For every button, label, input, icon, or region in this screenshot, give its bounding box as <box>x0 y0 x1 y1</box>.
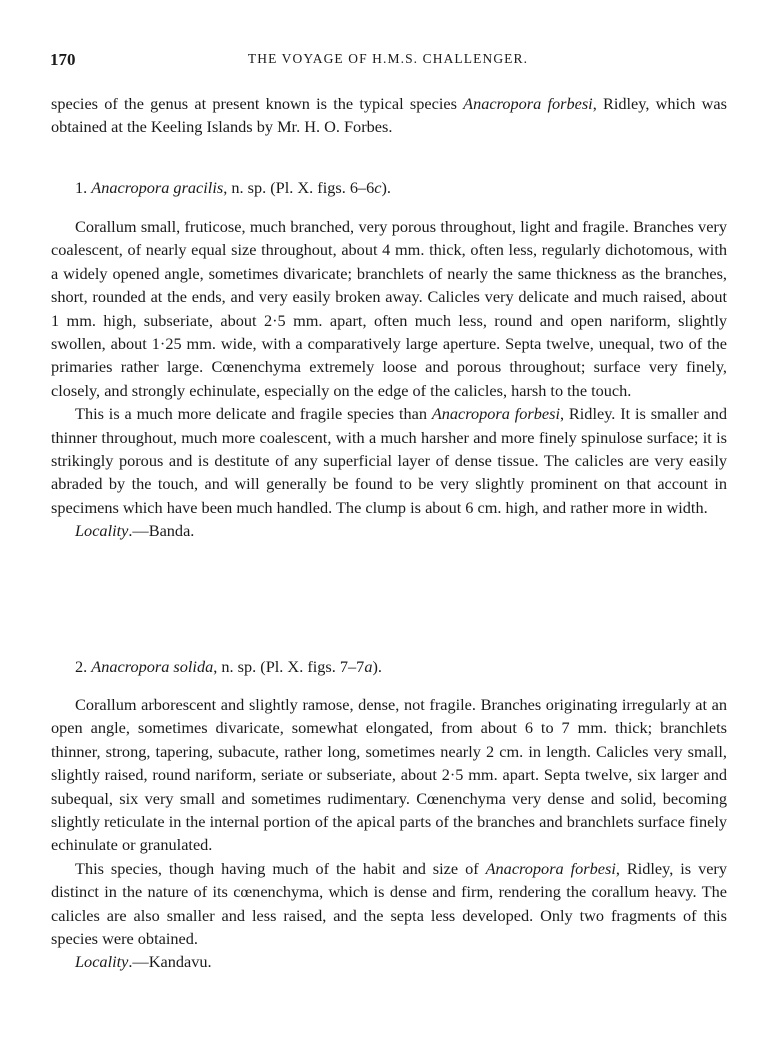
species-2-remarks-species: Anacropora forbesi <box>485 858 616 878</box>
species-2-heading <box>51 655 727 678</box>
species-1-reference: , n. sp. (Pl. X. figs. 6–6 <box>223 178 375 197</box>
species-2-description: Corallum arborescent and slightly ramose, dense, not fragile. Branches originating irregularly at an open angle, sometimes divaricate, somewhat elongated, from about 6 to 7 mm. thick; branchlets thinner, strong, tapering, subacute, rather long, sometimes nearly 2 cm. in length. Calicles very small, slightly raised, round nariform, seriate or subseriate, about 2·5 mm. apart. Septa twelve, six larger and subequal, six very small and sometimes rudimentary. Cœnenchyma very dense and solid, becoming slightly reticulate in the internal portion of the apical parts of the branches and branchlets surface finely echinulate or granulated. <box>51 695 727 855</box>
species-2-reference: , n. sp. (Pl. X. figs. 7–7 <box>213 657 365 676</box>
species-1-description: Corallum small, fruticose, much branched, very porous throughout, light and fragile. Branches very coalescent, of nearly equal size throughout, about 4 mm. thick, often less, regularly dichotomous, with a widely opened angle, sometimes divaricate; branchlets of nearly the same thickness as the branches, short, rounded at the ends, and very easily broken away. Calicles very delicate and much raised, about 1 mm. high, subseriate, about 2·5 mm. apart, often much less, round and open nariform, slightly swollen, about 1·25 mm. wide, with a comparatively large aperture. Septa twelve, unequal, two of the primaries rather large. Cœnenchyma extremely loose and porous throughout; surface very finely, closely, and strongly echinulate, especially on the edge of the calicles, harsh to the touch. <box>51 217 727 400</box>
species-1-number: 1. <box>75 178 92 197</box>
species-1-heading <box>51 176 727 199</box>
species-1-body <box>51 215 727 543</box>
species-2-locality-value: .—Kandavu. <box>128 952 212 972</box>
species-2-remarks-text-end: , Ridley, is very distinct in the nature of its cœnenchyma, which is dense and firm, rendering the corallum heavy. The calicles are also smaller and less raised, and the septa less developed. Only two fragments of this species were obtained. <box>51 858 727 949</box>
species-2-reference-end: ). <box>372 657 382 676</box>
species-1-remarks-species: Anacropora forbesi <box>431 404 560 424</box>
intro-species-name: Anacropora forbesi <box>463 94 593 113</box>
species-1-locality-value: .—Banda. <box>128 521 195 541</box>
species-1-remarks-text: This is a much more delicate and fragile species than <box>75 404 432 424</box>
species-1-remarks <box>51 402 727 519</box>
species-2-locality <box>51 950 727 973</box>
species-2-remarks <box>51 857 727 951</box>
page-header <box>50 50 726 70</box>
species-1-figure-letter: c <box>374 178 382 197</box>
running-title: THE VOYAGE OF H.M.S. CHALLENGER. <box>247 51 529 66</box>
species-2-figure-letter: a <box>364 657 373 676</box>
species-1-heading-block <box>51 176 727 199</box>
species-1-name: Anacropora gracilis <box>91 178 224 197</box>
species-2-number: 2. <box>75 657 92 676</box>
intro-text-end: , Ridley, which was obtained at the Keeling Islands by Mr. H. O. Forbes. <box>51 94 727 137</box>
species-2-heading-block <box>51 655 727 678</box>
species-1-reference-end: ). <box>381 178 391 197</box>
species-1-remarks-text-end: , Ridley. It is smaller and thinner throughout, much more coalescent, with a much harsher and more finely spinulose surface; it is strikingly porous and is destitute of any superficial layer of dense tissue. The calicles are very easily abraded by the touch, and will generally be found to be very slightly prominent on that account in specimens which have been much handled. The clump is about 6 cm. high, and rather more in width. <box>51 404 727 517</box>
species-2-name: Anacropora solida <box>91 657 214 676</box>
species-1-locality <box>51 519 727 542</box>
intro-paragraph-block <box>51 92 727 139</box>
species-2-remarks-text: This species, though having much of the habit and size of <box>75 858 486 878</box>
species-1-locality-label: Locality <box>75 521 129 541</box>
species-2-locality-label: Locality <box>75 952 129 972</box>
intro-text: species of the genus at present known is the typical species <box>51 94 464 113</box>
intro-paragraph <box>51 92 727 139</box>
species-2-body <box>51 693 727 974</box>
page-number: 170 <box>50 50 76 69</box>
